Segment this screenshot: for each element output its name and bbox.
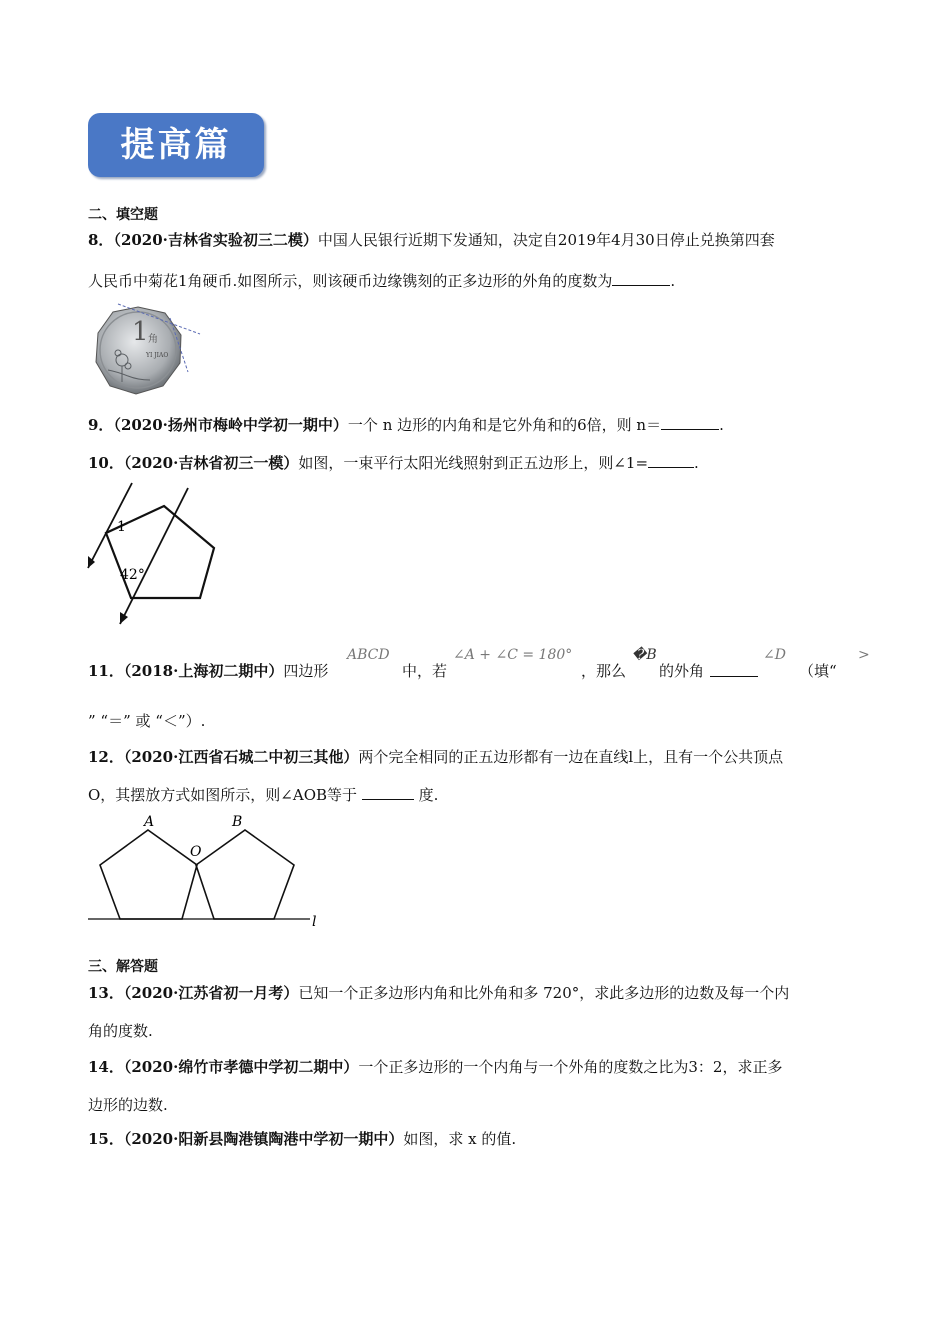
answer-blank	[612, 271, 670, 286]
badge-title: 提高篇	[120, 125, 232, 165]
question-10: 10．（2020·吉林省初三一模）如图，一束平行太阳光线照射到正五边形上，则∠1= .	[88, 454, 699, 472]
answer-blank	[661, 415, 719, 430]
question-14-line2: 边形的边数.	[88, 1096, 168, 1114]
question-12-line1: 12．（2020·江西省石城二中初三其他）两个完全相同的正五边形都有一边在直线l上，且有一个公共顶点	[88, 748, 784, 766]
pentagon-left	[100, 830, 197, 919]
question-12-line2: O，其摆放方式如图所示，则∠AOB等于 度.	[88, 786, 439, 804]
label-A: A	[144, 814, 155, 830]
coin-figure	[88, 300, 208, 400]
section-badge	[88, 113, 264, 177]
section-heading-answer: 三、解答题	[88, 959, 158, 975]
answer-blank	[362, 785, 414, 800]
question-9: 9．（2020·扬州市梅岭中学初一期中）一个 n 边形的内角和是它外角和的6倍，则 n＝ .	[88, 416, 724, 434]
angle-42-label: 42°	[120, 567, 145, 583]
section-heading-fill: 二、填空题	[88, 207, 158, 223]
question-13-line1: 13．（2020·江苏省初一月考）已知一个正多边形内角和比外角和多 720°，求此多边形的边数及每一个内	[88, 984, 790, 1002]
pentagon-rays-figure	[82, 476, 232, 626]
answer-blank	[648, 453, 694, 468]
question-11-line1: 11．（2018·上海初二期中）四边形 ABCD 中，若 ∠A + ∠C = 180° ，那么 �B 的外角 ∠D （填“ >	[88, 647, 870, 680]
pentagon-right	[196, 830, 294, 919]
sun-ray	[120, 488, 188, 624]
coin-character: 角	[148, 334, 158, 345]
question-13-line2: 角的度数.	[88, 1022, 153, 1040]
label-O: O	[190, 844, 202, 860]
answer-blank	[710, 662, 758, 677]
two-pentagons-figure	[84, 810, 334, 930]
question-15: 15．（2020·阳新县陶港镇陶港中学初一期中）如图，求 x 的值.	[88, 1130, 517, 1148]
coin-numeral: 1	[132, 317, 149, 347]
question-8-line2: 人民币中菊花1角硬币.如图所示，则该硬币边缘镌刻的正多边形的外角的度数为 .	[88, 272, 676, 290]
question-8-line1: 8．（2020·吉林省实验初三二模）中国人民银行近期下发通知，决定自2019年4月30日停止兑换第四套	[88, 231, 775, 249]
angle-1-label: 1	[117, 519, 126, 535]
question-11-line2: ” “＝” 或 “＜”）.	[88, 712, 206, 730]
label-B: B	[232, 814, 243, 830]
question-14-line1: 14．（2020·绵竹市孝德中学初二期中）一个正多边形的一个内角与一个外角的度数之比为3：2，求正多	[88, 1058, 783, 1076]
label-l: l	[312, 914, 317, 930]
coin-caption: YI JIAO	[146, 352, 169, 359]
